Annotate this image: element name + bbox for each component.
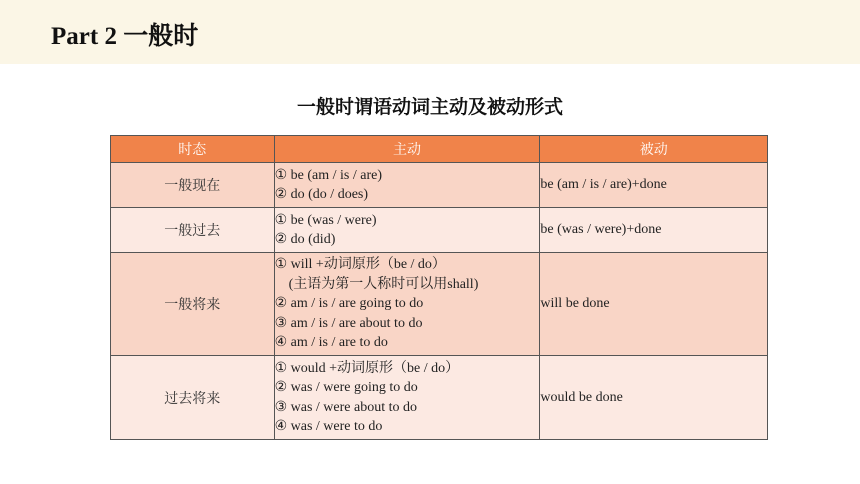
active-line: ③ am / is / are about to do [274, 315, 423, 331]
tense-cell: 一般过去 [111, 208, 275, 253]
active-line: ④ was / were to do [274, 419, 383, 434]
active-line: ② am / is / are going to do [274, 296, 424, 312]
active-line: ④ am / is / are to do [274, 335, 388, 351]
active-cell [274, 253, 540, 356]
active-line: ② do (do / does) [274, 187, 369, 202]
active-line: ① be (am / is / are) [274, 167, 382, 183]
table-row [111, 356, 768, 440]
active-line: (主语为第一人称时可以用shall) [288, 276, 479, 292]
active-line: ② do (did) [274, 232, 336, 247]
header-bar [0, 0, 860, 64]
page-title: Part 2 一般时 [51, 23, 199, 50]
active-line: ① would +动词原形（be / do） [274, 360, 460, 376]
passive-cell: will be done [540, 253, 768, 356]
column-header-passive: 被动 [540, 136, 768, 163]
active-cell [274, 163, 540, 208]
column-header-active: 主动 [274, 136, 540, 163]
active-line: ③ was / were about to do [274, 399, 417, 415]
tense-cell: 一般现在 [111, 163, 275, 208]
passive-cell: would be done [540, 356, 768, 440]
active-line: ① be (was / were) [274, 212, 377, 228]
passive-cell: be (was / were)+done [540, 208, 768, 253]
table-header-row [111, 136, 768, 163]
table-title: 一般时谓语动词主动及被动形式 [296, 96, 563, 118]
table-row [111, 163, 768, 208]
active-cell [274, 208, 540, 253]
tense-cell: 过去将来 [111, 356, 275, 440]
active-line: ② was / were going to do [274, 380, 418, 395]
tense-cell: 一般将来 [111, 253, 275, 356]
column-header-tense: 时态 [111, 136, 275, 163]
table-row [111, 253, 768, 356]
active-cell [274, 356, 540, 440]
passive-cell: be (am / is / are)+done [540, 163, 768, 208]
active-line: ① will +动词原形（be / do） [274, 257, 446, 273]
table-row [111, 208, 768, 253]
tense-table [110, 135, 768, 440]
